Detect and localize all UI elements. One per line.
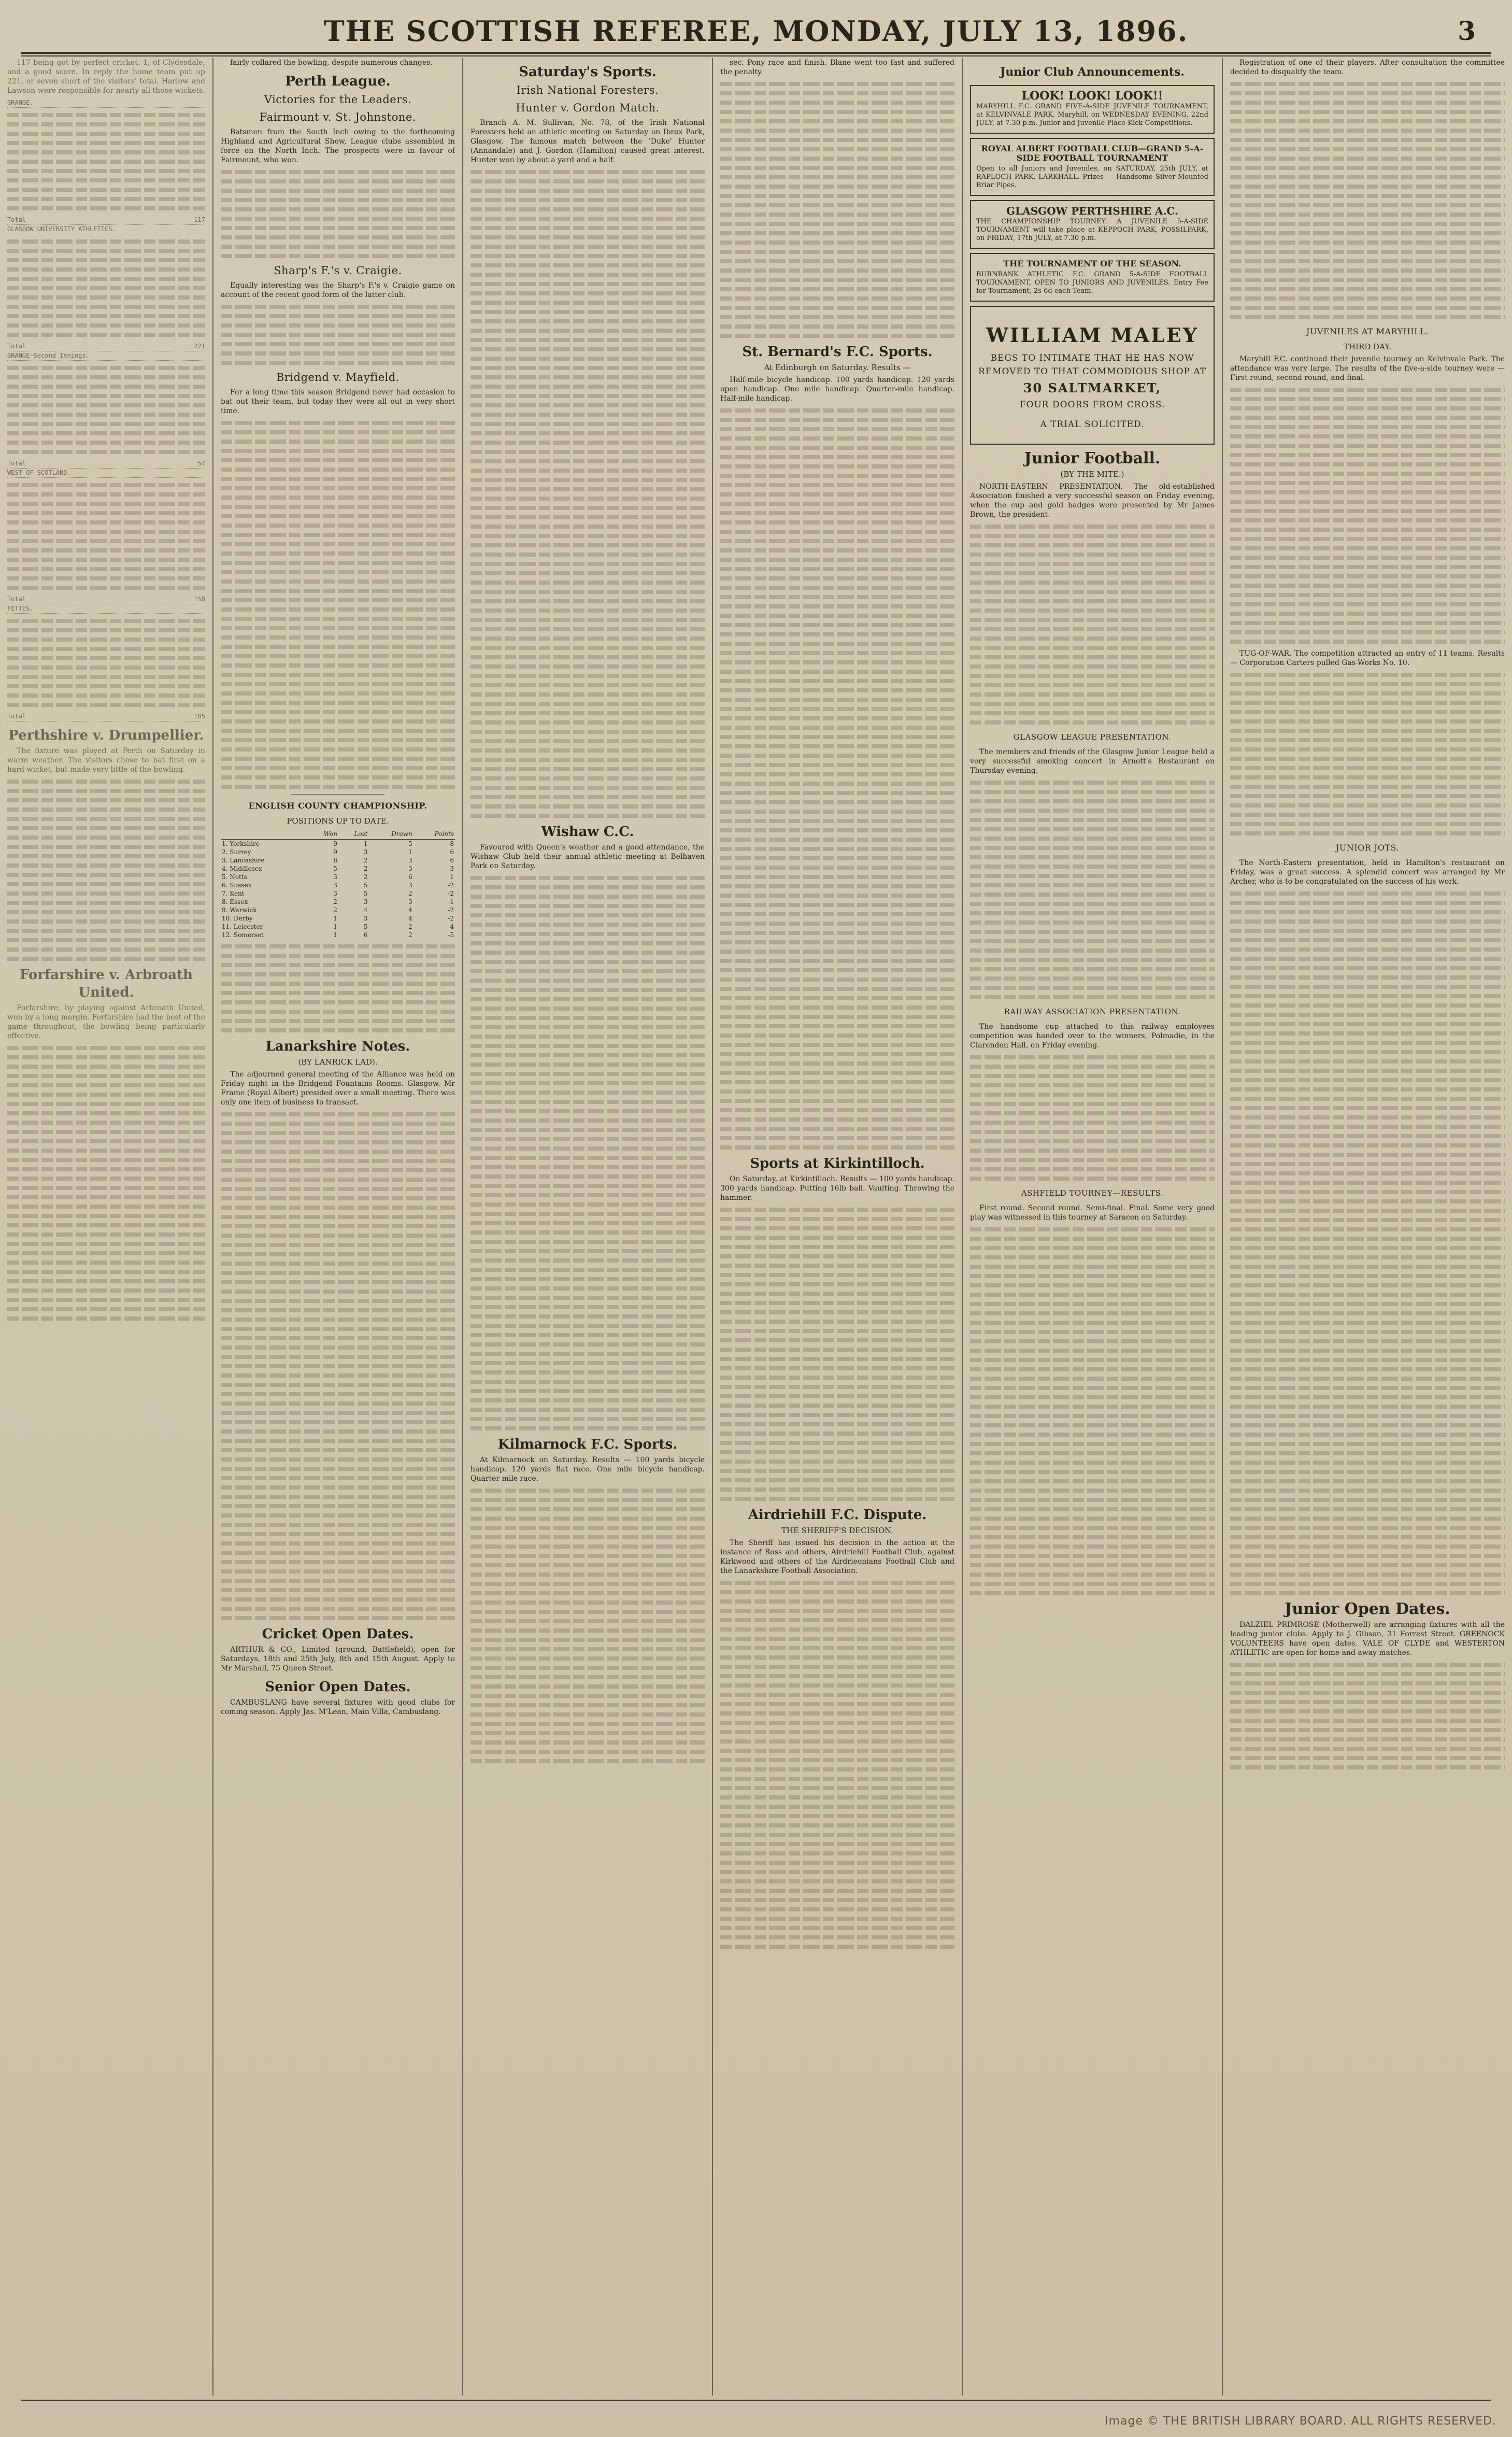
article-subheading: JUNIOR JOTS. bbox=[1335, 843, 1400, 853]
score-row: GLASGOW UNIVERSITY ATHLETICS. bbox=[7, 225, 205, 234]
article-byline: THIRD DAY. bbox=[1343, 342, 1392, 351]
article-text: 117 being got by perfect cricket. 1, of Clydesdale, and a good score. In reply the home team put up 221, or seven short of the visitors' total. Harlow and Lawson were responsible for nearly all those wickets. bbox=[7, 59, 205, 95]
masthead-rule-thin bbox=[21, 55, 1491, 56]
article-text: Equally interesting was the Sharp's F.'s v. Craigie game on account of the recent good form of the latter club. bbox=[221, 281, 455, 299]
advert-lines bbox=[1230, 1663, 1505, 1769]
table-row: 4. Middlesex 5 2 3 3 bbox=[222, 865, 454, 872]
scorecard-lines bbox=[7, 483, 205, 590]
table-row: 11. Leicester 1 5 2 -4 bbox=[222, 923, 454, 930]
advert-line: REMOVED TO THAT COMMODIOUS SHOP AT bbox=[978, 366, 1207, 377]
score-row: Total 117 bbox=[7, 216, 205, 225]
table-heading: ENGLISH COUNTY CHAMPIONSHIP. bbox=[248, 801, 427, 811]
advert-text: THE CHAMPIONSHIP TOURNEY. A JUVENILE 5-A-SIDE TOURNAMENT will take place at KEPPOCH PARK, POSSILPARK, on FRIDAY, 17th JULY, at 7.30 p.m. bbox=[976, 218, 1208, 242]
column-1 bbox=[0, 58, 212, 2396]
article-lines bbox=[221, 944, 455, 1032]
article-byline: (BY LANRICK LAD). bbox=[298, 1057, 378, 1067]
article-lines bbox=[7, 780, 205, 961]
article-text: The fixture was played at Perth on Saturday in warm weather. The visitors chose to bat first on a hard wicket, but made very little of the bowling. bbox=[7, 747, 205, 774]
article-text: Favoured with Queen's weather and a good attendance, the Wishaw Club held their annual athletic meeting at Belhaven Park on Saturday. bbox=[470, 843, 705, 870]
page-title: THE SCOTTISH REFEREE, MONDAY, JULY 13, 1896. bbox=[323, 15, 1189, 48]
article-lines bbox=[470, 170, 705, 818]
column-2 bbox=[213, 58, 462, 2396]
article-lines bbox=[221, 305, 455, 365]
article-byline: (BY THE MITE.) bbox=[1060, 470, 1124, 479]
column-5 bbox=[963, 58, 1222, 2396]
table-header-row: Won Lost Drawn Points bbox=[221, 829, 455, 840]
article-subheading: Victories for the Leaders. bbox=[264, 93, 412, 106]
bottom-rule bbox=[21, 2400, 1491, 2401]
article-lines bbox=[720, 82, 954, 338]
article-lines bbox=[1230, 673, 1505, 835]
article-text: Half-mile bicycle handicap. 100 yards handicap. 120 yards open handicap. One mile handicap. Quarter-mile handicap. Half-mile handicap. bbox=[720, 376, 954, 403]
score-list bbox=[7, 98, 205, 721]
advert-line: FOUR DOORS FROM CROSS. bbox=[1019, 400, 1165, 410]
advert-line: BEGS TO INTIMATE THAT HE HAS NOW bbox=[990, 353, 1194, 363]
score-row: Total 221 bbox=[7, 342, 205, 351]
article-text: The members and friends of the Glasgow Junior League held a very successful smoking concert in Arnott's Restaurant on Thursday evening. bbox=[970, 748, 1215, 775]
advert-text: ARTHUR & CO., Limited (ground, Battlefield), open for Saturdays, 18th and 25th July, 8th and 15th August. Apply to Mr Marshall, 75 Queen Street. bbox=[221, 1646, 455, 1673]
article-text: Branch A. M. Sullivan, No. 78, of the Irish National Foresters held an athletic meeting on Saturday on Ibrox Park, Glasgow. The famous match between the 'Duke' Hunter (Annandale) and J. Gordon (Hamilton) caused great interest. Hunter won by about a yard and a half. bbox=[470, 119, 705, 164]
page-number: 3 bbox=[1458, 16, 1476, 46]
section-rule bbox=[291, 794, 385, 795]
advert-box bbox=[970, 85, 1215, 134]
advert-text: BURNBANK ATHLETIC F.C. GRAND 5-A-SIDE FOOTBALL TOURNAMENT, OPEN TO JUNIORS AND JUVENILES. Entry Fee for Tournament, 2s 6d each Team. bbox=[976, 271, 1208, 295]
article-lines bbox=[221, 1112, 455, 1620]
score-row: Total 158 bbox=[7, 595, 205, 604]
score-row: GRANGE—Second Innings. bbox=[7, 351, 205, 361]
score-row: Total 54 bbox=[7, 459, 205, 469]
table-row: 1. Yorkshire 9 1 5 8 bbox=[222, 840, 454, 847]
article-lines bbox=[1230, 388, 1505, 644]
article-lines bbox=[970, 781, 1215, 999]
article-subheading: JUVENILES AT MARYHILL. bbox=[1306, 327, 1429, 336]
article-lines bbox=[470, 876, 705, 1430]
advert-box bbox=[970, 253, 1215, 302]
scorecard-lines bbox=[7, 366, 205, 454]
advert-text: DALZIEL PRIMROSE (Motherwell) are arranging fixtures with all the leading junior clubs. Apply to J. Gibson, 31 Forrest Street. GREENOCK VOLUNTEERS have open dates. VALE OF CLYDE and WESTERTON ATHLETIC are open for home and away matches. bbox=[1230, 1621, 1505, 1657]
scorecard-lines bbox=[7, 113, 205, 210]
article-text: The North-Eastern presentation, held in Hamilton's restaurant on Friday, was a great success. A splendid concert was arranged by Mr Archer, who is to be congratulated on the success of his work. bbox=[1230, 859, 1505, 886]
advert-text: MARYHILL F.C. GRAND FIVE-A-SIDE JUVENILE TOURNAMENT, at KELVINVALE PARK, Maryhill, on WEDNESDAY EVENING, 22nd JULY, at 7.30 p.m. Junior and Juvenile Place-Kick Competitions. bbox=[976, 103, 1208, 127]
table-row: 10. Derby 1 3 4 -2 bbox=[222, 915, 454, 922]
article-heading: Airdriehill F.C. Dispute. bbox=[748, 1507, 927, 1523]
article-lines bbox=[221, 421, 455, 789]
article-lines bbox=[970, 1055, 1215, 1181]
advert-name: WILLIAM MALEY bbox=[986, 323, 1199, 347]
article-text: The adjourned general meeting of the Alliance was held on Friday night in the Bridgend Fountains Rooms. Glasgow. Mr Frame (Royal Albert) presided over a small meeting. There was only one item of business to transact. bbox=[221, 1070, 455, 1107]
article-subheading: Fairmount v. St. Johnstone. bbox=[259, 111, 417, 123]
table-row: 6. Sussex 3 5 3 -2 bbox=[222, 882, 454, 889]
article-text: TUG-OF-WAR. The competition attracted an entry of 11 teams. Results — Corporation Carters pulled Gas-Works No. 10. bbox=[1230, 649, 1505, 667]
article-heading: Saturday's Sports. bbox=[519, 64, 657, 80]
column-4 bbox=[713, 58, 962, 2396]
column-3 bbox=[463, 58, 712, 2396]
article-heading: Kilmarnock F.C. Sports. bbox=[497, 1437, 678, 1452]
maley-advert bbox=[970, 306, 1215, 445]
article-heading: Junior Football. bbox=[1024, 449, 1161, 467]
article-heading: Cricket Open Dates. bbox=[262, 1626, 414, 1642]
article-text: Batsmen from the South Inch owing to the forthcoming Highland and Agricultural Show, League clubs assembled in force on the North Inch. The prospects were in favour of Fairmount, who won. bbox=[221, 128, 455, 164]
article-heading: Lanarkshire Notes. bbox=[265, 1039, 410, 1054]
score-row: FETTES. bbox=[7, 604, 205, 614]
score-row: GRANGE. bbox=[7, 98, 205, 108]
score-row: WEST OF SCOTLAND. bbox=[7, 469, 205, 478]
article-lines bbox=[470, 1489, 705, 1763]
table-row: 7. Kent 3 5 2 -2 bbox=[222, 890, 454, 897]
article-text: sec. Pony race and finish. Blane went too fast and suffered the penalty. bbox=[720, 59, 954, 76]
table-row: 8. Essex 2 3 3 -1 bbox=[222, 898, 454, 905]
article-subheading: RAILWAY ASSOCIATION PRESENTATION. bbox=[1004, 1007, 1181, 1016]
masthead-rule bbox=[21, 52, 1491, 54]
table-row: 3. Lancashire 8 2 3 6 bbox=[222, 857, 454, 864]
article-lines bbox=[970, 525, 1215, 725]
advert-title: THE TOURNAMENT OF THE SEASON. bbox=[1003, 259, 1181, 268]
article-text: The Sheriff has issued his decision in the action at the instance of Ross and others, Airdriehill Football Club, against Kirkwood and others of the Airdrieonians Football Club and the Lanarkshire Football Association. bbox=[720, 1539, 954, 1575]
advert-title: GLASGOW PERTHSHIRE A.C. bbox=[1006, 205, 1178, 217]
table-row: 2. Surrey 9 3 1 6 bbox=[222, 848, 454, 856]
article-lines bbox=[720, 1208, 954, 1501]
article-heading: Junior Open Dates. bbox=[1285, 1600, 1450, 1618]
article-heading: St. Bernard's F.C. Sports. bbox=[742, 344, 933, 360]
article-heading: Wishaw C.C. bbox=[541, 824, 634, 840]
scorecard-lines bbox=[7, 239, 205, 337]
advert-box bbox=[970, 138, 1215, 196]
article-text: Registration of one of their players. After consultation the committee decided to disqualify the team. bbox=[1230, 59, 1505, 76]
article-text: Maryhill F.C. continued their juvenile tourney on Kelvinvale Park. The attendance was very large. The results of the five-a-side tourney were — First round, second round, and final. bbox=[1230, 355, 1505, 382]
image-credit: Image © THE BRITISH LIBRARY BOARD. ALL RIGHTS RESERVED. bbox=[1105, 2415, 1496, 2428]
article-text: At Kilmarnock on Saturday. Results — 100 yards bicycle handicap. 120 yards flat race. One mile bicycle handicap. Quarter mile race. bbox=[470, 1456, 705, 1483]
masthead bbox=[21, 10, 1491, 52]
article-text: For a long time this season Bridgend never had occasion to bat out their team, but today they were all out in very short time. bbox=[221, 388, 455, 415]
article-byline: At Edinburgh on Saturday. Results — bbox=[764, 363, 911, 372]
table-row: 5. Notts 3 2 6 1 bbox=[222, 873, 454, 881]
article-byline: THE SHERIFF'S DECISION. bbox=[781, 1526, 894, 1535]
article-heading: Perth League. bbox=[285, 74, 391, 89]
article-lines bbox=[1230, 891, 1505, 1595]
article-subheading: Hunter v. Gordon Match. bbox=[516, 102, 660, 114]
county-championship-table bbox=[221, 829, 455, 939]
article-lines bbox=[720, 1581, 954, 1949]
article-text: On Saturday, at Kirkintilloch. Results — 100 yards handicap. 300 yards handicap. Putting 16lb ball. Vaulting. Throwing the hammer. bbox=[720, 1175, 954, 1202]
scorecard-lines bbox=[7, 619, 205, 707]
article-text: Forfarshire, by playing against Arbroath United, won by a long margin. Forfarshire had the best of the game throughout, the bowling being particularly effective. bbox=[7, 1004, 205, 1040]
advert-title: LOOK! LOOK! LOOK!! bbox=[1021, 89, 1163, 103]
advert-line: A TRIAL SOLICITED. bbox=[1040, 419, 1145, 430]
advert-title: ROYAL ALBERT FOOTBALL CLUB—GRAND 5-A-SIDE FOOTBALL TOURNAMENT bbox=[981, 144, 1204, 163]
advert-box bbox=[970, 200, 1215, 249]
article-text: The handsome cup attached to this railway employees competition was handed over to the winners, Polmadie, in the Clarendon Hall, on Friday evening. bbox=[970, 1023, 1215, 1050]
advert-address: 30 SALTMARKET, bbox=[1023, 380, 1162, 395]
article-heading: Senior Open Dates. bbox=[265, 1679, 411, 1695]
article-subheading: Bridgend v. Mayfield. bbox=[276, 371, 400, 384]
table-row: 12. Somerset 1 6 2 -5 bbox=[222, 931, 454, 939]
score-row: Total 105 bbox=[7, 712, 205, 721]
advert-text: CAMBUSLANG have several fixtures with good clubs for coming season. Apply Jas. M'Lean, Main Villa, Cambuslang. bbox=[221, 1698, 455, 1716]
article-heading: Junior Club Announcements. bbox=[1000, 65, 1185, 79]
article-subheading: ASHFIELD TOURNEY—RESULTS. bbox=[1021, 1188, 1164, 1198]
column-6 bbox=[1223, 58, 1512, 2396]
article-subheading: Sharp's F.'s v. Craigie. bbox=[274, 264, 402, 277]
article-text: fairly collared the bowling, despite numerous changes. bbox=[230, 59, 433, 67]
article-lines bbox=[970, 1227, 1215, 1595]
article-subheading: GLASGOW LEAGUE PRESENTATION. bbox=[1013, 732, 1172, 742]
article-heading: Forfarshire v. Arbroath United. bbox=[20, 967, 193, 1000]
advert-text: Open to all Juniors and Juveniles, on SATURDAY, 25th JULY, at RAPLOCH PARK, LARKHALL. Prizes — Handsome Silver-Mounted Briar Pipes. bbox=[976, 165, 1208, 189]
article-lines bbox=[1230, 82, 1505, 319]
article-heading: Perthshire v. Drumpellier. bbox=[8, 728, 204, 743]
article-lines bbox=[720, 408, 954, 1150]
table-subheading: POSITIONS UP TO DATE. bbox=[287, 816, 389, 826]
article-text: First round. Second round. Semi-final. Final. Some very good play was witnessed in this tourney at Saracen on Saturday. bbox=[970, 1204, 1215, 1222]
article-subheading: Irish National Foresters. bbox=[516, 84, 659, 96]
article-heading: Sports at Kirkintilloch. bbox=[750, 1156, 925, 1171]
article-lines bbox=[221, 170, 455, 258]
article-lines bbox=[7, 1046, 205, 1321]
article-text: NORTH-EASTERN PRESENTATION. The old-established Association finished a very successful season on Friday evening, when the cup and gold badges were presented by Mr James Brown, the president. bbox=[970, 483, 1215, 519]
table-row: 9. Warwick 2 4 4 -2 bbox=[222, 906, 454, 914]
